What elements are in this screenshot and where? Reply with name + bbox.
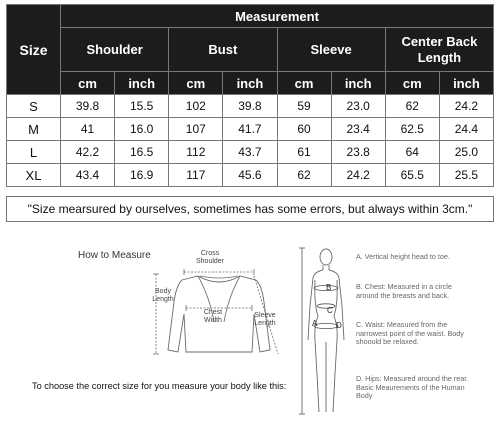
sleeve-header: Sleeve <box>277 28 385 72</box>
table-cell: 112 <box>169 141 223 164</box>
size-header: Size <box>7 5 61 95</box>
table-row <box>7 141 494 164</box>
guide-waist: C. Waist: Measured from the narrowest point of the waist. Body shoould be relaxed. <box>356 320 464 347</box>
how-to-measure-title: How to Measure <box>78 250 151 261</box>
human-body-figure-icon <box>296 244 358 420</box>
table-cell: 41.7 <box>223 118 277 141</box>
bust-header: Bust <box>169 28 277 72</box>
table-cell: 23.4 <box>331 118 385 141</box>
table-cell: 62 <box>277 164 331 187</box>
table-row <box>7 164 494 187</box>
size-cell: XL <box>7 164 61 187</box>
table-cell: 24.2 <box>331 164 385 187</box>
table-cell: 45.6 <box>223 164 277 187</box>
table-cell: 25.5 <box>439 164 493 187</box>
table-cell: 24.4 <box>439 118 493 141</box>
table-cell: 24.2 <box>439 95 493 118</box>
table-cell: 39.8 <box>223 95 277 118</box>
unit-header: inch <box>115 72 169 95</box>
marker-c: C <box>327 306 333 315</box>
table-cell: 117 <box>169 164 223 187</box>
size-cell: M <box>7 118 61 141</box>
table-cell: 59 <box>277 95 331 118</box>
table-row <box>7 118 494 141</box>
instruction-text: To choose the correct size for you measure your body like this: <box>32 381 287 391</box>
marker-a: A <box>312 319 318 328</box>
guide-chest: B. Chest: Measured in a circle around the breasts and back. <box>356 282 452 300</box>
table-cell: 41 <box>61 118 115 141</box>
table-cell: 107 <box>169 118 223 141</box>
size-error-note: "Size mearsured by ourselves, sometimes has some errors, but always within 3cm." <box>6 196 494 222</box>
guide-height: A. Vertical height head to toe. <box>356 252 450 261</box>
sleeve-length-label: Sleeve Length <box>254 312 276 327</box>
unit-header: cm <box>385 72 439 95</box>
table-cell: 62.5 <box>385 118 439 141</box>
guide-hips: D. Hips: Measured around the rear. Basic Meaurements of the Human Body <box>356 374 469 401</box>
table-cell: 61 <box>277 141 331 164</box>
marker-b: B <box>326 283 332 292</box>
table-cell: 23.8 <box>331 141 385 164</box>
shoulder-header: Shoulder <box>61 28 169 72</box>
table-cell: 60 <box>277 118 331 141</box>
unit-header: inch <box>439 72 493 95</box>
table-cell: 62 <box>385 95 439 118</box>
chest-width-label: Chest Width <box>203 309 223 324</box>
table-cell: 16.5 <box>115 141 169 164</box>
table-cell: 23.0 <box>331 95 385 118</box>
table-cell: 25.0 <box>439 141 493 164</box>
table-cell: 43.4 <box>61 164 115 187</box>
unit-header: cm <box>61 72 115 95</box>
size-cell: S <box>7 95 61 118</box>
size-chart-table <box>6 4 494 187</box>
table-cell: 39.8 <box>61 95 115 118</box>
table-cell: 42.2 <box>61 141 115 164</box>
unit-header: inch <box>331 72 385 95</box>
table-cell: 15.5 <box>115 95 169 118</box>
table-cell: 102 <box>169 95 223 118</box>
table-cell: 64 <box>385 141 439 164</box>
marker-d: D <box>336 321 342 330</box>
size-cell: L <box>7 141 61 164</box>
table-cell: 43.7 <box>223 141 277 164</box>
cross-shoulder-label: Cross Shoulder <box>195 250 225 265</box>
table-cell: 16.0 <box>115 118 169 141</box>
measurement-header: Measurement <box>61 5 494 28</box>
table-cell: 16.9 <box>115 164 169 187</box>
unit-header: cm <box>277 72 331 95</box>
center-back-length-header: Center Back Length <box>385 28 493 72</box>
body-length-label: Body Length <box>152 288 174 303</box>
table-row <box>7 95 494 118</box>
unit-header: cm <box>169 72 223 95</box>
unit-header: inch <box>223 72 277 95</box>
table-cell: 65.5 <box>385 164 439 187</box>
